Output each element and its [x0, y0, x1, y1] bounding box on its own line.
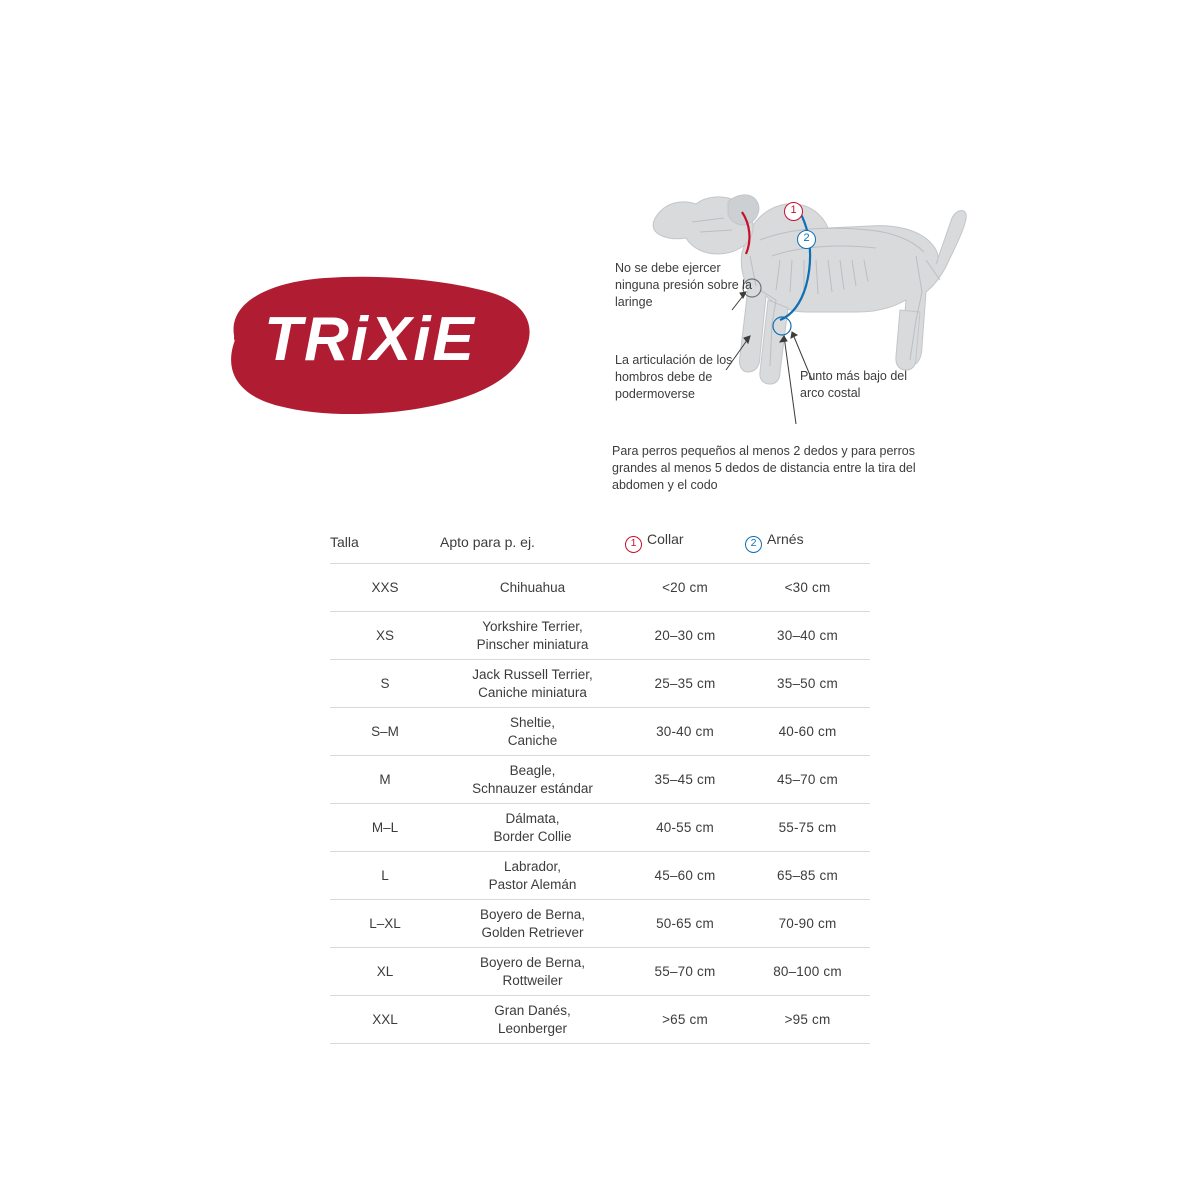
cell-size: M — [330, 756, 440, 804]
cell-size: M–L — [330, 804, 440, 852]
header-harness — [745, 527, 870, 564]
badge-collar-1: 1 — [625, 536, 642, 553]
cell-suitable — [440, 804, 625, 852]
suitable-line: Caniche miniatura — [478, 684, 587, 700]
table-row — [330, 708, 870, 756]
cell-suitable — [440, 900, 625, 948]
cell-size: S–M — [330, 708, 440, 756]
cell-collar: <20 cm — [625, 564, 745, 612]
cell-suitable — [440, 948, 625, 996]
callout-belly-strap: Para perros pequeños al menos 2 dedos y para perros grandes al menos 5 dedos de distancia entre la tira del abdomen y el codo — [612, 444, 916, 492]
cell-suitable — [440, 660, 625, 708]
cell-size: XS — [330, 612, 440, 660]
cell-harness: 70-90 cm — [745, 900, 870, 948]
cell-harness: 40-60 cm — [745, 708, 870, 756]
cell-size: L–XL — [330, 900, 440, 948]
table-row — [330, 996, 870, 1044]
header-collar — [625, 527, 745, 564]
callout-shoulder: La articulación de los hombros debe de podermoverse — [615, 353, 733, 401]
cell-harness: <30 cm — [745, 564, 870, 612]
cell-collar: 25–35 cm — [625, 660, 745, 708]
callout-larynx: No se debe ejercer ninguna presión sobre la laringe — [615, 261, 752, 309]
table-row — [330, 804, 870, 852]
suitable-line: Boyero de Berna, — [479, 954, 586, 970]
cell-suitable — [440, 996, 625, 1044]
cell-harness: 35–50 cm — [745, 660, 870, 708]
marker-harness-2: 2 — [797, 230, 816, 249]
cell-collar: 45–60 cm — [625, 852, 745, 900]
logo-wordmark: TRiXiE — [264, 305, 476, 374]
table-row — [330, 756, 870, 804]
table-row — [330, 612, 870, 660]
cell-harness: 30–40 cm — [745, 612, 870, 660]
table-row — [330, 948, 870, 996]
table-row — [330, 852, 870, 900]
cell-collar: 35–45 cm — [625, 756, 745, 804]
size-table — [330, 527, 870, 1044]
cell-suitable — [440, 612, 625, 660]
header-collar-label: Collar — [647, 531, 684, 547]
header-illustration-area — [0, 0, 1200, 510]
cell-collar: 55–70 cm — [625, 948, 745, 996]
cell-collar: 40-55 cm — [625, 804, 745, 852]
cell-collar: >65 cm — [625, 996, 745, 1044]
suitable-line: Golden Retriever — [481, 924, 584, 940]
cell-size: L — [330, 852, 440, 900]
trixie-logo — [205, 268, 535, 428]
suitable-line: Yorkshire Terrier, — [482, 618, 583, 634]
table-row — [330, 900, 870, 948]
cell-collar: 50-65 cm — [625, 900, 745, 948]
cell-collar: 30-40 cm — [625, 708, 745, 756]
suitable-line: Beagle, — [509, 762, 556, 778]
suitable-line: Pastor Alemán — [488, 876, 577, 892]
suitable-line: Sheltie, — [509, 714, 556, 730]
suitable-line: Gran Danés, — [494, 1002, 571, 1018]
suitable-line: Pinscher miniatura — [476, 636, 589, 652]
suitable-line: Dálmata, — [505, 810, 560, 826]
cell-size: XL — [330, 948, 440, 996]
suitable-line: Schnauzer estándar — [472, 780, 593, 796]
cell-harness: >95 cm — [745, 996, 870, 1044]
table-row — [330, 564, 870, 612]
cell-size: XXS — [330, 564, 440, 612]
suitable-line: Border Collie — [493, 828, 572, 844]
callout-rib-arch: Punto más bajo del arco costal — [800, 369, 908, 400]
cell-size: S — [330, 660, 440, 708]
suitable-line: Leonberger — [497, 1020, 568, 1036]
cell-harness: 65–85 cm — [745, 852, 870, 900]
suitable-line: Labrador, — [503, 858, 562, 874]
cell-harness: 80–100 cm — [745, 948, 870, 996]
suitable-line: Boyero de Berna, — [479, 906, 586, 922]
cell-suitable — [440, 852, 625, 900]
marker-collar-1: 1 — [784, 202, 803, 221]
cell-harness: 45–70 cm — [745, 756, 870, 804]
size-table-container — [330, 527, 870, 1044]
badge-harness-2: 2 — [745, 536, 762, 553]
table-body — [330, 564, 870, 1044]
suitable-line: Caniche — [507, 732, 558, 748]
cell-suitable — [440, 756, 625, 804]
cell-suitable — [440, 708, 625, 756]
cell-suitable — [440, 564, 625, 612]
cell-size: XXL — [330, 996, 440, 1044]
table-header-row — [330, 527, 870, 564]
header-harness-label: Arnés — [767, 531, 804, 547]
suitable-line: Chihuahua — [499, 579, 566, 595]
header-suitable: Apto para p. ej. — [440, 527, 625, 564]
suitable-line: Jack Russell Terrier, — [472, 666, 593, 682]
header-size: Talla — [330, 527, 440, 564]
cell-harness: 55-75 cm — [745, 804, 870, 852]
table-row — [330, 660, 870, 708]
cell-collar: 20–30 cm — [625, 612, 745, 660]
suitable-line: Rottweiler — [502, 972, 563, 988]
